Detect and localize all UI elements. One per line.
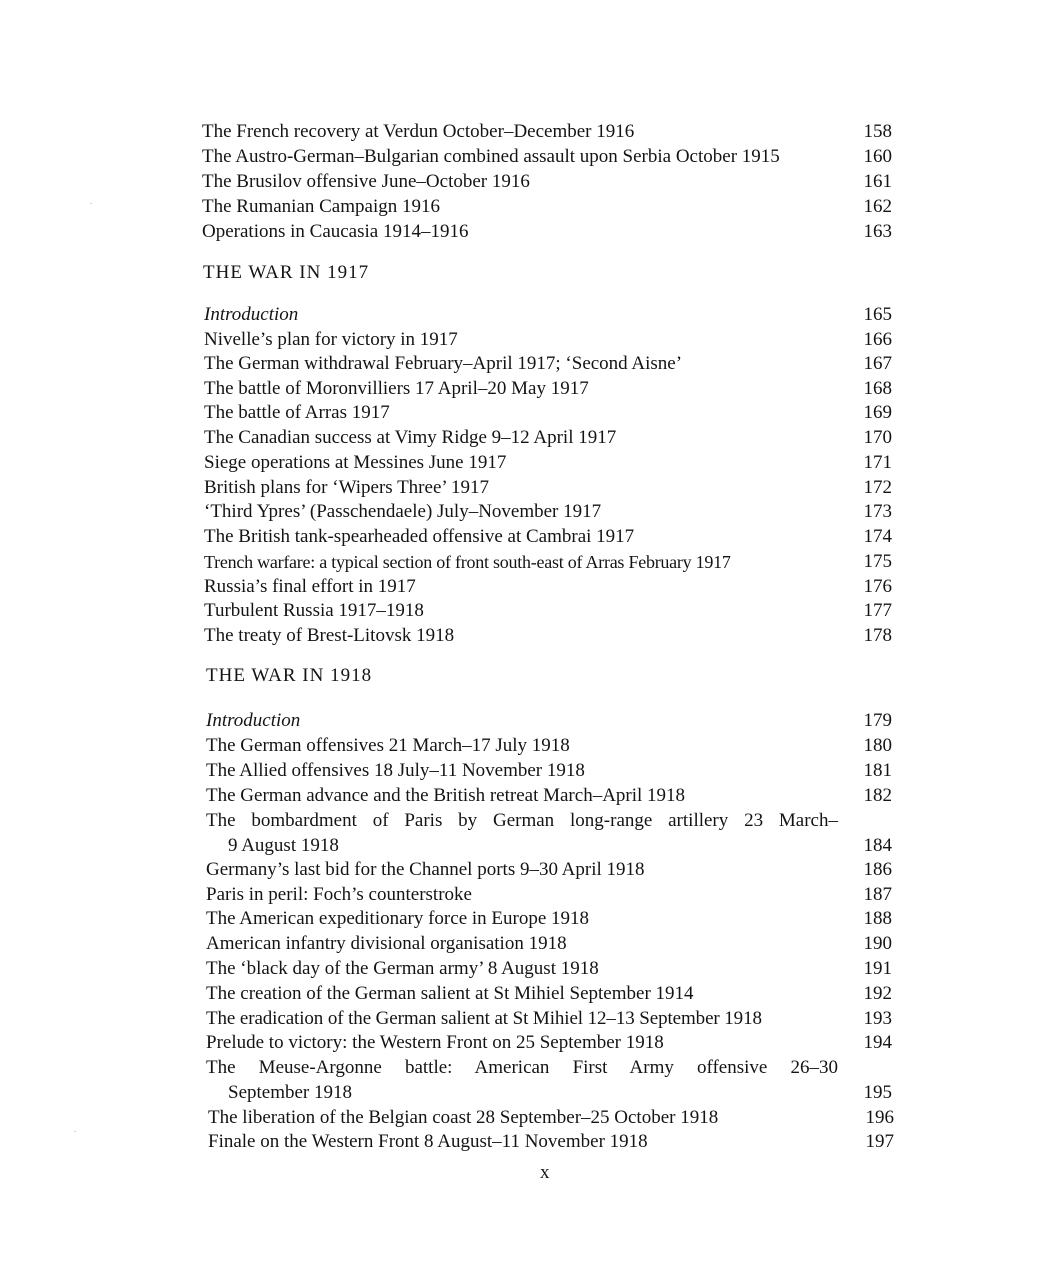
toc-entry-page: 180 <box>863 735 892 756</box>
scan-speck <box>90 203 92 204</box>
toc-entry-page: 168 <box>863 378 892 399</box>
toc-entry-title: The ‘black day of the German army’ 8 August 1918 <box>206 958 599 979</box>
toc-entry-title: The British tank-spearheaded offensive at Cambrai 1917 <box>204 526 635 547</box>
toc-entry-title: Finale on the Western Front 8 August–11 November 1918 <box>208 1131 648 1152</box>
toc-entry-title: The battle of Moronvilliers 17 April–20 May 1917 <box>204 378 589 399</box>
toc-entry-title: Introduction <box>204 304 299 325</box>
toc-entry-page: 196 <box>865 1107 894 1128</box>
toc-entry-title: Prelude to victory: the Western Front on 25 September 1918 <box>206 1032 664 1053</box>
toc-entry-page: 158 <box>863 121 892 142</box>
toc-entry-page: 179 <box>863 710 892 731</box>
toc-entry-page: 176 <box>863 576 892 597</box>
toc-entry-page: 160 <box>863 146 892 167</box>
toc-entry-title: The German offensives 21 March–17 July 1918 <box>206 735 570 756</box>
toc-entry-title: Turbulent Russia 1917–1918 <box>204 600 424 621</box>
toc-entry-title: The eradication of the German salient at St Mihiel 12–13 September 1918 <box>206 1008 762 1029</box>
toc-entry-page: 171 <box>863 452 892 473</box>
toc-entry-page: 172 <box>863 477 892 498</box>
toc-entry-page: 190 <box>863 933 892 954</box>
toc-entry-page: 187 <box>863 884 892 905</box>
toc-entry-page: 174 <box>863 526 892 547</box>
toc-entry-title: The German withdrawal February–April 1917; ‘Second Aisne’ <box>204 353 683 374</box>
toc-entry-title: Russia’s final effort in 1917 <box>204 576 416 597</box>
toc-entry-page: 191 <box>863 958 892 979</box>
toc-entry-title: The Austro-German–Bulgarian combined assault upon Serbia October 1915 <box>202 146 780 167</box>
toc-entry-page: 193 <box>863 1008 892 1029</box>
section-heading: THE WAR IN 1917 <box>203 262 370 283</box>
toc-entry-page: 192 <box>863 983 892 1004</box>
toc-entry-page: 177 <box>863 600 892 621</box>
toc-entry-title: The battle of Arras 1917 <box>204 402 390 423</box>
toc-entry-page: 169 <box>863 402 892 423</box>
toc-entry-page: 186 <box>863 859 892 880</box>
toc-entry-page: 175 <box>863 551 892 572</box>
toc-entry-title-continued: 9 August 1918 <box>228 834 339 856</box>
toc-entry-title: Nivelle’s plan for victory in 1917 <box>204 329 458 350</box>
toc-entry-page: 170 <box>863 427 892 448</box>
toc-entry-page: 184 <box>863 834 892 856</box>
toc-entry-page: 166 <box>863 329 892 350</box>
toc-entry <box>206 1056 892 1106</box>
toc-entry-title: Paris in peril: Foch’s counterstroke <box>206 884 472 905</box>
toc-entry-title: The American expeditionary force in Europe 1918 <box>206 908 590 929</box>
toc-entry-title: The French recovery at Verdun October–December 1916 <box>202 121 635 142</box>
toc-entry-title: The Rumanian Campaign 1916 <box>202 196 440 217</box>
section-heading: THE WAR IN 1918 <box>206 665 373 686</box>
toc-entry-title: The German advance and the British retreat March–April 1918 <box>206 785 686 806</box>
toc-entry-title: Germany’s last bid for the Channel ports 9–30 April 1918 <box>206 859 645 880</box>
toc-entry-page: 173 <box>863 501 892 522</box>
toc-entry-title: The creation of the German salient at St Mihiel September 1914 <box>206 983 694 1004</box>
toc-entry-title: The Allied offensives 18 July–11 November 1918 <box>206 760 585 781</box>
toc-entry-page: 181 <box>863 760 892 781</box>
toc-entry-title: The bombardment of Paris by German long-range artillery 23 March– <box>206 810 838 831</box>
scan-speck <box>74 1131 76 1132</box>
toc-entry-title: ‘Third Ypres’ (Passchendaele) July–November 1917 <box>204 501 602 522</box>
toc-entry-page: 163 <box>863 221 892 242</box>
toc-entry-title: The Brusilov offensive June–October 1916 <box>202 171 530 192</box>
toc-entry-page: 165 <box>863 304 892 325</box>
toc-entry-page: 182 <box>863 785 892 806</box>
page-number: x <box>540 1162 550 1183</box>
toc-entry-title: American infantry divisional organisation 1918 <box>206 933 567 954</box>
toc-entry-title: British plans for ‘Wipers Three’ 1917 <box>204 477 490 498</box>
toc-entry-page: 195 <box>863 1081 892 1103</box>
toc-entry-page: 178 <box>863 625 892 646</box>
toc-entry-title: Trench warfare: a typical section of front south-east of Arras February 1917 <box>204 552 731 572</box>
toc-entry-title: Siege operations at Messines June 1917 <box>204 452 507 473</box>
toc-entry-page: 161 <box>863 171 892 192</box>
toc-entry-title: The Canadian success at Vimy Ridge 9–12 April 1917 <box>204 427 617 448</box>
toc-entry-page: 167 <box>863 353 892 374</box>
toc-entry-page: 162 <box>863 196 892 217</box>
toc-entry-page: 197 <box>865 1131 894 1152</box>
toc-entry-title: Introduction <box>206 710 301 731</box>
toc-entry-page: 194 <box>863 1032 892 1053</box>
toc-entry-title: The Meuse-Argonne battle: American First Army offensive 26–30 <box>206 1057 838 1078</box>
toc-entry-page: 188 <box>863 908 892 929</box>
toc-entry-title: Operations in Caucasia 1914–1916 <box>202 221 469 242</box>
toc-entry-title-continued: September 1918 <box>228 1081 353 1103</box>
toc-entry <box>206 809 892 859</box>
toc-entry-title: The treaty of Brest-Litovsk 1918 <box>204 625 455 646</box>
toc-entry-title: The liberation of the Belgian coast 28 September–25 October 1918 <box>208 1107 719 1128</box>
